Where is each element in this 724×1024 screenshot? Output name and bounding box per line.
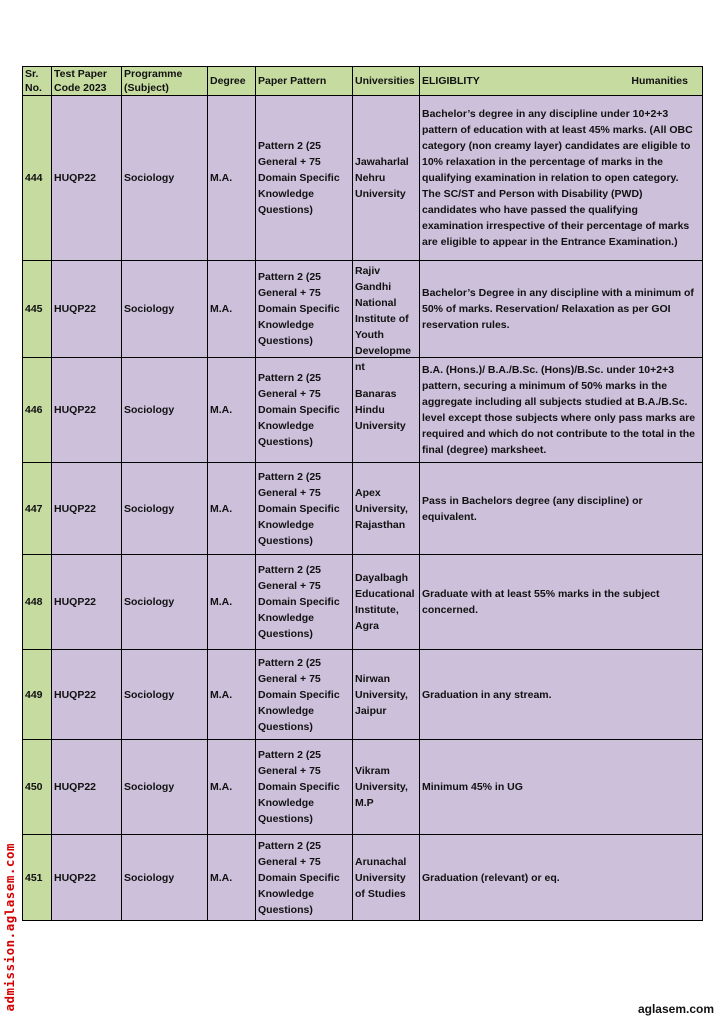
cell-sr-no: 450 xyxy=(23,740,52,835)
cell-test-paper-code: HUQP22 xyxy=(52,261,122,358)
cell-programme: Sociology xyxy=(122,261,208,358)
university-text: Dayalbagh Educational Institute, Agra xyxy=(355,572,415,632)
table-row xyxy=(23,555,703,650)
cell-sr-no: 445 xyxy=(23,261,52,358)
university-text: Rajiv Gandhi National Institute of Youth Development xyxy=(355,265,412,373)
header-domain-label: Humanities xyxy=(631,75,688,87)
table-row xyxy=(23,835,703,921)
footer-brand: aglasem.com xyxy=(637,1002,714,1016)
header-universities: Universities xyxy=(353,67,420,96)
cell-degree: M.A. xyxy=(208,555,256,650)
table-row xyxy=(23,463,703,555)
university-text: Vikram University, M.P xyxy=(355,765,408,809)
cell-test-paper-code: HUQP22 xyxy=(52,555,122,650)
cell-university xyxy=(353,835,420,921)
table-row xyxy=(23,650,703,740)
header-paper-pattern: Paper Pattern xyxy=(256,67,353,96)
cell-paper-pattern: Pattern 2 (25 General + 75 Domain Specific Knowledge Questions) xyxy=(256,463,353,555)
cell-degree: M.A. xyxy=(208,740,256,835)
cell-degree: M.A. xyxy=(208,358,256,463)
cell-test-paper-code: HUQP22 xyxy=(52,96,122,261)
cell-eligibility: Bachelor’s Degree in any discipline with a minimum of 50% of marks. Reservation/ Relaxation as per GOI reservation rules. xyxy=(420,261,703,358)
cell-eligibility: B.A. (Hons.)/ B.A./B.Sc. (Hons)/B.Sc. under 10+2+3 pattern, securing a minimum of 50% marks in the aggregate including all subjects studied at B.A./B.Sc. level except those subjects where only pass marks are required and which do not contribute to the total in the final (degree) marksheet. xyxy=(420,358,703,463)
header-eligibility-label: ELIGIBLITY xyxy=(422,75,480,87)
cell-eligibility: Pass in Bachelors degree (any discipline) or equivalent. xyxy=(420,463,703,555)
cell-programme: Sociology xyxy=(122,358,208,463)
table-row xyxy=(23,96,703,261)
watermark-text: admission.aglasem.com xyxy=(2,843,17,1012)
cell-sr-no: 451 xyxy=(23,835,52,921)
cell-paper-pattern: Pattern 2 (25 General + 75 Domain Specific Knowledge Questions) xyxy=(256,261,353,358)
cell-degree: M.A. xyxy=(208,650,256,740)
cell-programme: Sociology xyxy=(122,96,208,261)
cell-paper-pattern: Pattern 2 (25 General + 75 Domain Specific Knowledge Questions) xyxy=(256,650,353,740)
cell-programme: Sociology xyxy=(122,740,208,835)
cell-test-paper-code: HUQP22 xyxy=(52,463,122,555)
university-text: Banaras Hindu University xyxy=(355,388,406,432)
header-test-paper-code: Test Paper Code 2023 xyxy=(52,67,122,96)
cell-university xyxy=(353,740,420,835)
cell-university xyxy=(353,261,420,373)
cell-paper-pattern: Pattern 2 (25 General + 75 Domain Specific Knowledge Questions) xyxy=(256,835,353,921)
header-degree: Degree xyxy=(208,67,256,96)
cell-sr-no: 446 xyxy=(23,358,52,463)
university-text: Arunachal University of Studies xyxy=(355,855,407,900)
cell-university xyxy=(353,650,420,740)
cell-paper-pattern: Pattern 2 (25 General + 75 Domain Specific Knowledge Questions) xyxy=(256,555,353,650)
cell-degree: M.A. xyxy=(208,261,256,358)
cell-degree: M.A. xyxy=(208,835,256,921)
cell-eligibility: Graduation (relevant) or eq. xyxy=(420,835,703,921)
cell-eligibility: Graduate with at least 55% marks in the subject concerned. xyxy=(420,555,703,650)
cell-sr-no: 447 xyxy=(23,463,52,555)
university-text: Nirwan University, Jaipur xyxy=(355,672,408,717)
cell-programme: Sociology xyxy=(122,555,208,650)
cell-test-paper-code: HUQP22 xyxy=(52,835,122,921)
cell-sr-no: 449 xyxy=(23,650,52,740)
header-sr-no: Sr. No. xyxy=(23,67,52,96)
table-row xyxy=(23,261,703,358)
table-header-row xyxy=(23,67,703,96)
header-eligibility xyxy=(420,67,703,96)
cell-university xyxy=(353,555,420,650)
cell-programme: Sociology xyxy=(122,463,208,555)
cell-sr-no: 448 xyxy=(23,555,52,650)
cell-paper-pattern: Pattern 2 (25 General + 75 Domain Specific Knowledge Questions) xyxy=(256,358,353,463)
university-text: Apex University, Rajasthan xyxy=(355,486,408,531)
cell-programme: Sociology xyxy=(122,650,208,740)
university-text: Jawaharlal Nehru University xyxy=(355,156,409,200)
header-programme: Programme (Subject) xyxy=(122,67,208,96)
cell-university xyxy=(353,96,420,261)
table-row xyxy=(23,740,703,835)
cell-degree: M.A. xyxy=(208,463,256,555)
cell-programme: Sociology xyxy=(122,835,208,921)
cell-sr-no: 444 xyxy=(23,96,52,261)
eligibility-table xyxy=(22,66,703,921)
cell-eligibility: Minimum 45% in UG xyxy=(420,740,703,835)
cell-eligibility: Graduation in any stream. xyxy=(420,650,703,740)
cell-test-paper-code: HUQP22 xyxy=(52,740,122,835)
cell-eligibility: Bachelor’s degree in any discipline under 10+2+3 pattern of education with at least 45% marks. (All OBC category (non creamy layer) candidates are eligible to 10% relaxation in the percentage of marks in the qualifying examination in relation to open category. The SC/ST and Person with Disability (PWD) candidates who have passed the qualifying examination irrespective of their percentage of marks are eligible to appear in the Entrance Examination.) xyxy=(420,96,703,261)
cell-test-paper-code: HUQP22 xyxy=(52,358,122,463)
cell-degree: M.A. xyxy=(208,96,256,261)
cell-test-paper-code: HUQP22 xyxy=(52,650,122,740)
cell-paper-pattern: Pattern 2 (25 General + 75 Domain Specific Knowledge Questions) xyxy=(256,96,353,261)
cell-university xyxy=(353,463,420,555)
cell-paper-pattern: Pattern 2 (25 General + 75 Domain Specific Knowledge Questions) xyxy=(256,740,353,835)
